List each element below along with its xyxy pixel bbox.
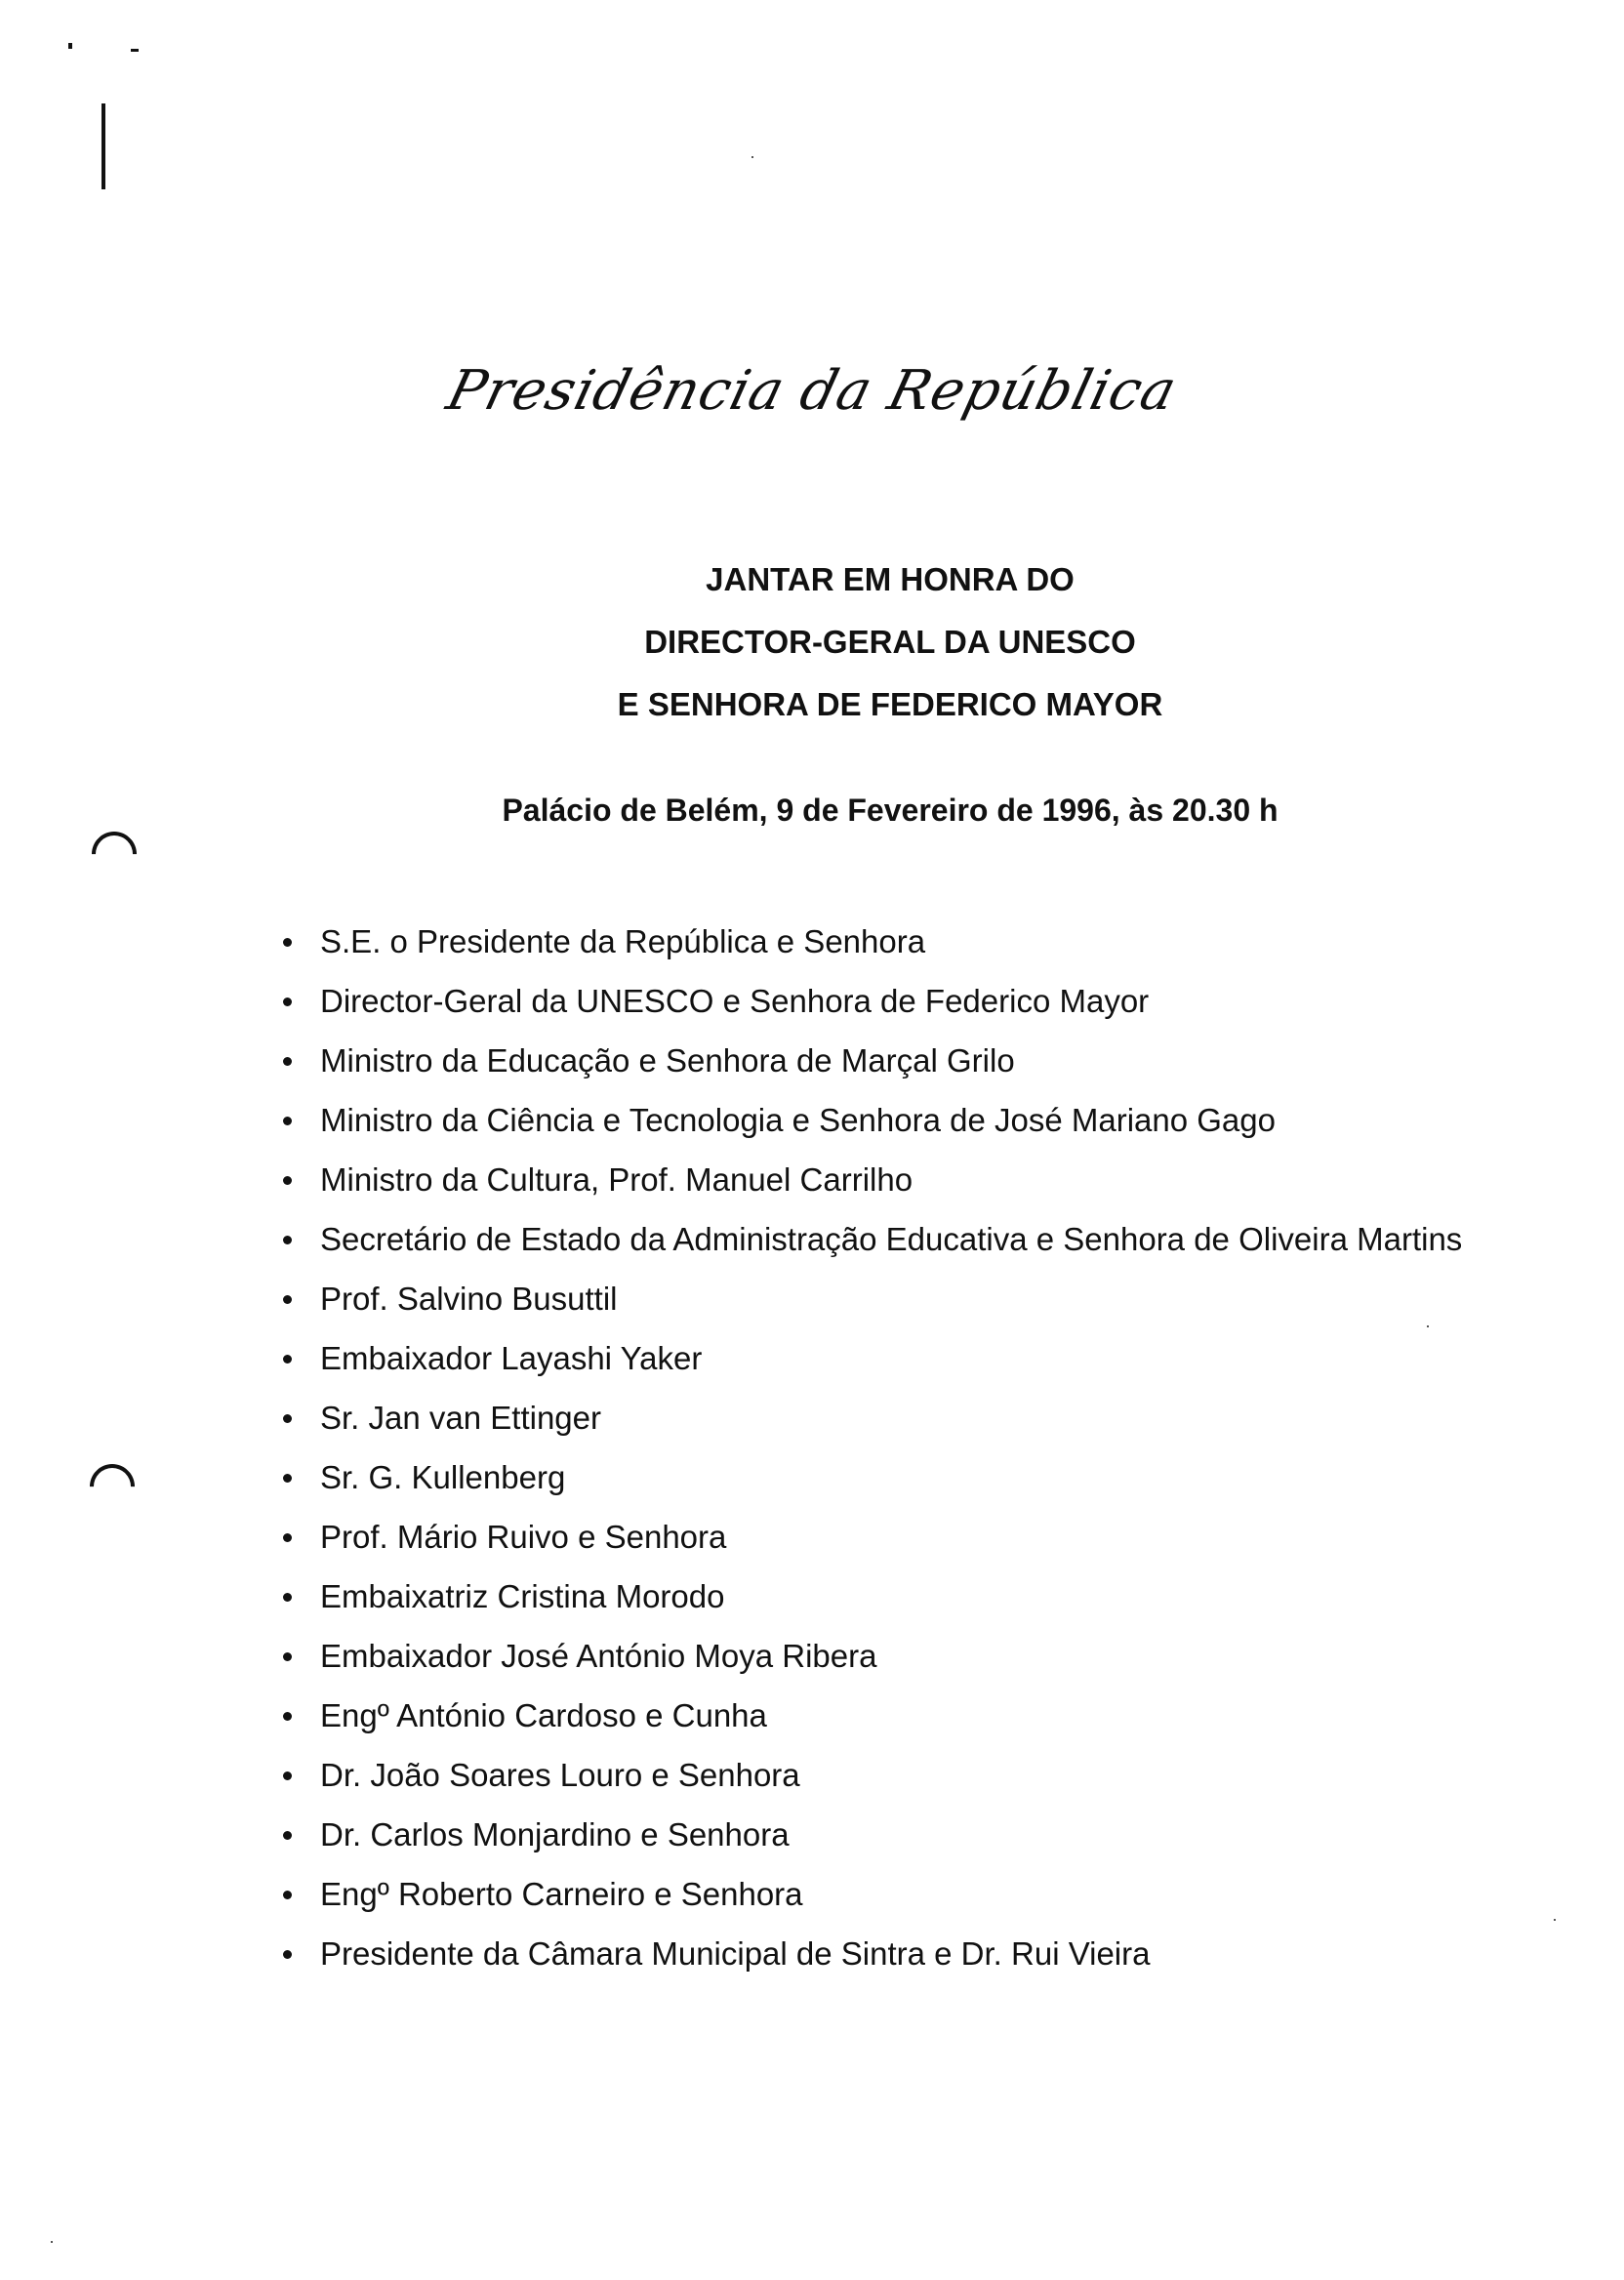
guest-item: Ministro da Ciência e Tecnologia e Senhora de José Mariano Gago [275, 1090, 1493, 1150]
guest-item: Ministro da Educação e Senhora de Marçal Grilo [275, 1031, 1493, 1090]
venue-date-line: Palácio de Belém, 9 de Fevereiro de 1996, às 20.30 h [502, 793, 1279, 828]
title-line: JANTAR EM HONRA DO [706, 561, 1075, 597]
scan-speck [51, 2241, 53, 2243]
guest-item: Prof. Mário Ruivo e Senhora [275, 1507, 1493, 1567]
guest-item: Sr. Jan van Ettinger [275, 1388, 1493, 1447]
guest-item: Dr. Carlos Monjardino e Senhora [275, 1805, 1493, 1864]
guest-item: Embaixatriz Cristina Morodo [275, 1567, 1493, 1626]
title-line: E SENHORA DE FEDERICO MAYOR [617, 686, 1163, 722]
guest-item: Dr. João Soares Louro e Senhora [275, 1745, 1493, 1805]
scan-mark [102, 103, 105, 189]
guest-item: Presidente da Câmara Municipal de Sintra e Dr. Rui Vieira [275, 1924, 1493, 1983]
guest-item: S.E. o Presidente da República e Senhora [275, 912, 1493, 971]
document-title [0, 549, 1624, 736]
scan-mark [131, 49, 139, 52]
guest-item: Director-Geral da UNESCO e Senhora de Federico Mayor [275, 971, 1493, 1031]
guest-item: Embaixador Layashi Yaker [275, 1328, 1493, 1388]
punch-hole-mark [80, 1454, 143, 1518]
guest-item: Ministro da Cultura, Prof. Manuel Carrilho [275, 1150, 1493, 1209]
guest-list [275, 912, 1493, 1983]
punch-hole-mark [82, 822, 145, 885]
title-line: DIRECTOR-GERAL DA UNESCO [644, 624, 1136, 660]
scan-mark [68, 43, 72, 49]
letterhead: Presidência da República [440, 359, 1184, 423]
guest-item: Sr. G. Kullenberg [275, 1447, 1493, 1507]
guest-item: Prof. Salvino Busuttil [275, 1269, 1493, 1328]
scan-speck [1554, 1919, 1556, 1921]
guest-item: Engº António Cardoso e Cunha [275, 1686, 1493, 1745]
guest-item: Embaixador José António Moya Ribera [275, 1626, 1493, 1686]
scan-speck [751, 156, 753, 158]
guest-item: Engº Roberto Carneiro e Senhora [275, 1864, 1493, 1924]
guest-item: Secretário de Estado da Administração Educativa e Senhora de Oliveira Martins [275, 1209, 1493, 1269]
